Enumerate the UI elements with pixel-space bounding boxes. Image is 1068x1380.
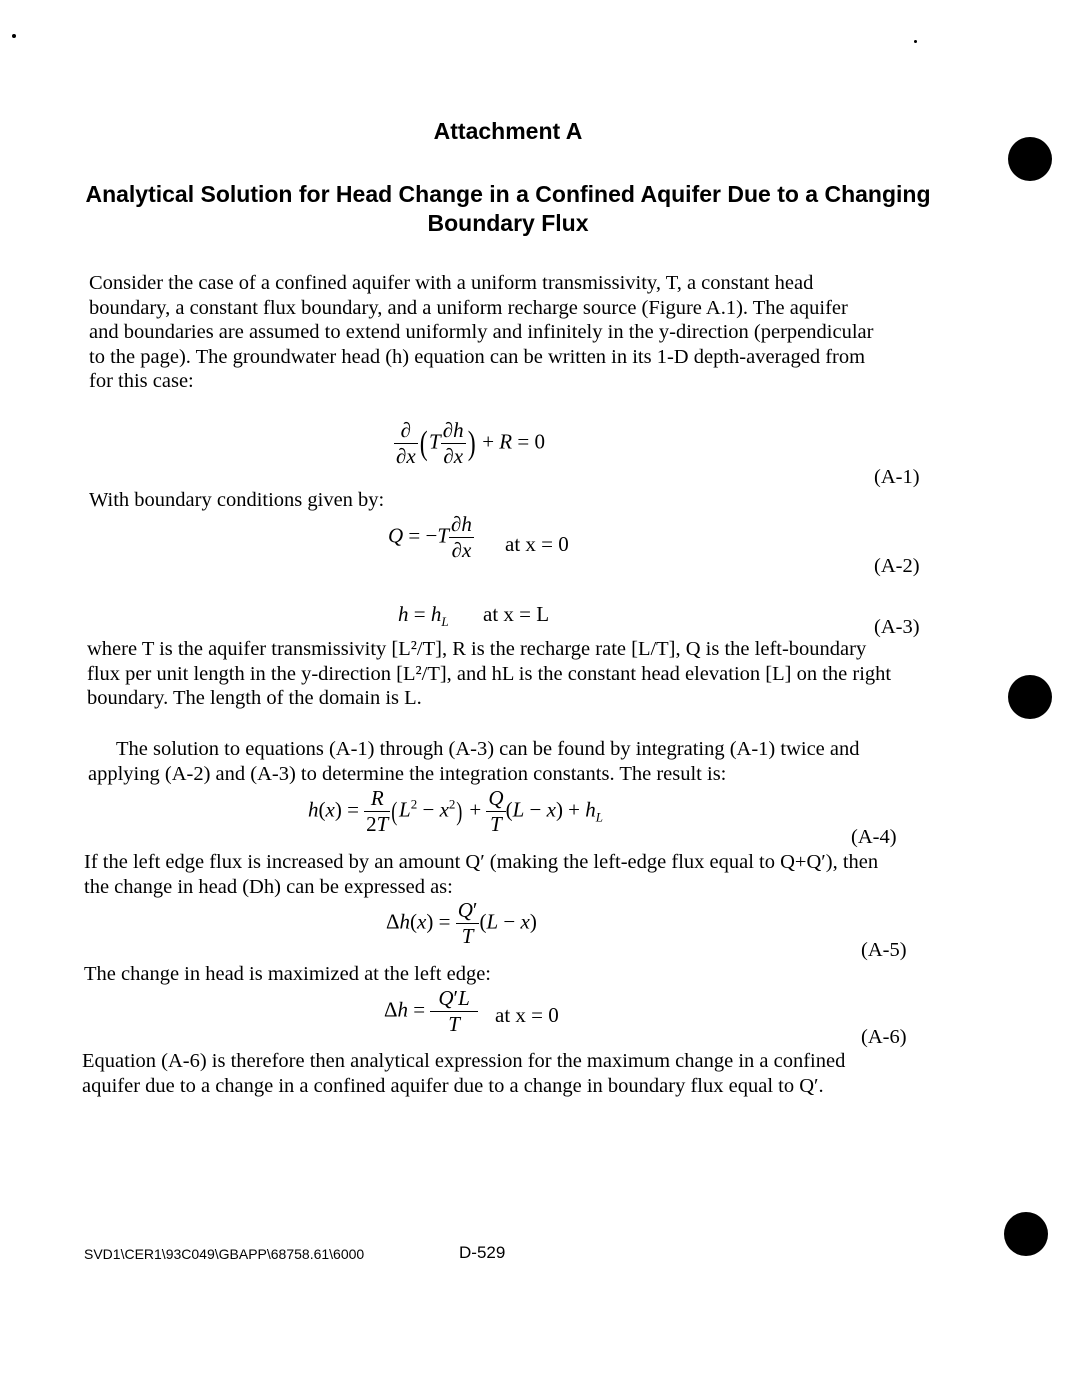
equation-a6: Δh = $\frac{Q'L}{T}$ [384,988,478,1035]
condition-x0: at x = 0 [495,1003,559,1027]
conclusion-line: Equation (A-6) is therefore then analytical expression for the maximum change in a confined [82,1050,846,1072]
intro-line: boundary, a constant flux boundary, and a uniform recharge source (Figure A.1). The aquifer [89,296,848,319]
conclusion-line: aquifer due to a change in a confined aquifer due to a change in boundary flux equal to Q′. [82,1074,824,1097]
scan-speck [12,34,16,38]
equation-label-a4: (A-4) [851,826,897,848]
equation-label-a2: (A-2) [874,555,920,577]
flux-increase-paragraph [84,850,934,899]
footer-file-path: SVD1\CER1\93C049\GBAPP\68758.61\6000 [84,1246,365,1262]
solution-line: The solution to equations (A-1) through (A-3) can be found by integrating (A-1) twice and [116,738,860,760]
flux-increase-line: the change in head (Dh) can be expressed as: [84,875,453,898]
equation-label-a1: (A-1) [874,466,920,488]
definitions-line: flux per unit length in the y-direction [L²/T], and hL is the constant head elevation [L] on the right [87,662,892,685]
definitions-line: where T is the aquifer transmissivity [L²/T], R is the recharge rate [L/T], Q is the left-boundary [87,638,867,660]
equation-a5: Δh(x) = $\frac{Q'}{T}$ (L − x) [386,898,537,948]
equation-label-a6: (A-6) [861,1026,907,1048]
equation-label-a5: (A-5) [861,939,907,961]
equation-label-a3: (A-3) [874,616,920,638]
intro-paragraph [89,271,929,394]
solution-line: applying (A-2) and (A-3) to determine the integration constants. The result is: [88,762,727,785]
document-title: Analytical Solution for Head Change in a Confined Aquifer Due to a Changing Boundary Flux [85,181,931,236]
definitions-paragraph [87,637,937,711]
equation-a3: $h = h_L$ [398,602,449,630]
page-number: D-529 [459,1243,506,1262]
scan-speck [914,40,917,43]
attachment-heading: Attachment A [433,118,583,144]
maximum-statement: The change in head is maximized at the left edge: [84,963,491,985]
equation-a2: Q = −T $\frac{\partial h}{\partial x}$ [388,512,472,562]
intro-line: Consider the case of a confined aquifer with a uniform transmissivity, T, a constant head [89,272,814,294]
hole-punch [1008,675,1052,719]
intro-line: for this case: [89,370,194,393]
definitions-line: boundary. The length of the domain is L. [87,687,422,710]
conclusion-paragraph [82,1049,932,1098]
hole-punch [1004,1212,1048,1256]
intro-line: to the page). The groundwater head (h) equation can be written in its 1-D depth-averaged from [89,345,866,368]
flux-increase-line: If the left edge flux is increased by an amount Q′ (making the left-edge flux equal to Q+Q′), then [84,851,879,873]
condition-xL: at x = L [483,602,550,626]
solution-paragraph [88,737,928,786]
boundary-intro: With boundary conditions given by: [89,489,385,511]
equation-a1: $\frac{\partial}{\partial x}$ (T $\frac{\partial h}{\partial x}$ ) + R = 0 [396,418,545,468]
equation-a4: h(x) = $\frac{R}{2T}$ $(L^2 - x^2)$ + $\frac{Q}{T}$ $(L - x) + h_L$ [308,786,604,836]
intro-line: and boundaries are assumed to extend uniformly and infinitely in the y-direction (perpendicular [89,321,874,344]
condition-x0: at x = 0 [505,532,569,556]
